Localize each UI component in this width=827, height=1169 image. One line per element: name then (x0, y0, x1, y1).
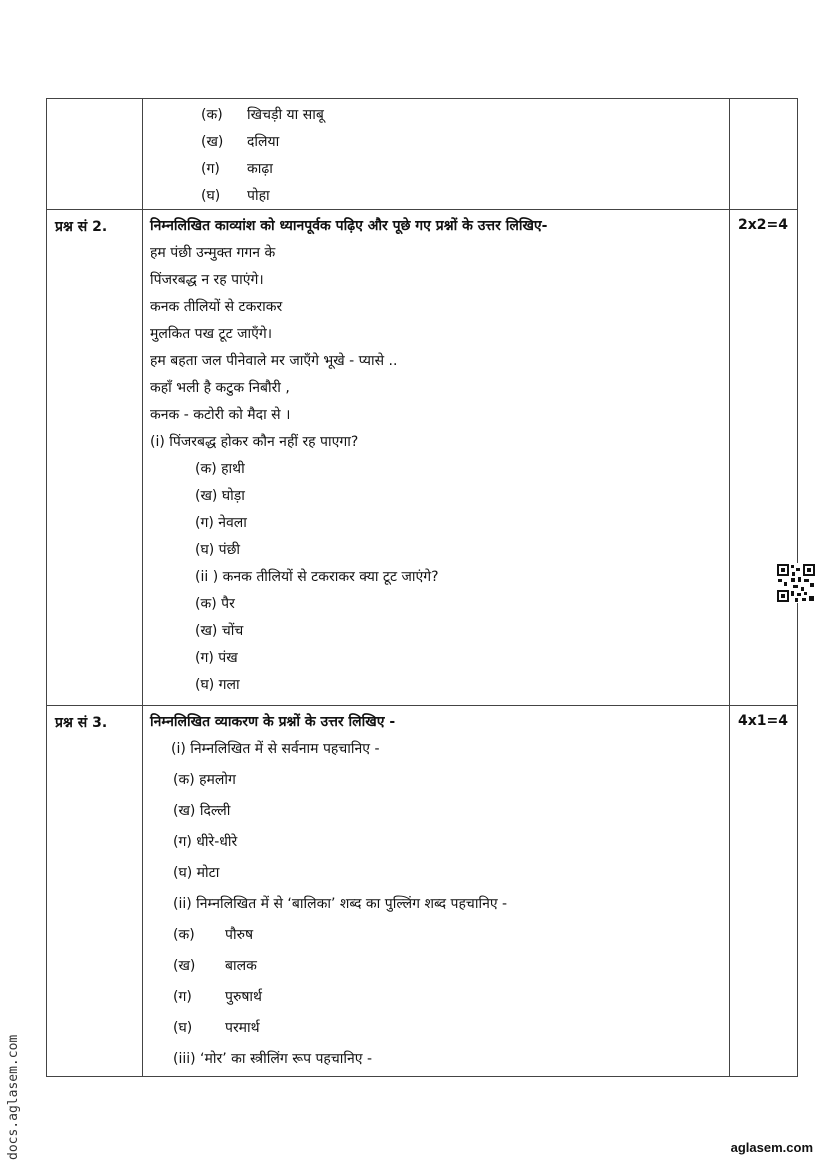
option: (क) हाथी (195, 461, 245, 477)
poem-line: पिंजरबद्ध न रह पाएंगे। (150, 272, 264, 288)
qr-code-icon (776, 563, 816, 603)
option: (घ) पोहा (201, 188, 270, 204)
poem-line: हम बहता जल पीनेवाले मर जाएँगे भूखे - प्यासे .. (150, 353, 398, 369)
sub-question: (i) निम्नलिखित में से सर्वनाम पहचानिए - (171, 741, 380, 757)
poem-line: कनक तीलियों से टकराकर (150, 299, 283, 315)
q3-content-cell (143, 706, 730, 1077)
option: (ख) बालक (173, 958, 257, 974)
option: (क) पैर (195, 596, 235, 612)
q1-options-cell (143, 99, 730, 210)
watermark-text: docs.aglasem.com (6, 1034, 21, 1160)
footer-text: aglasem.com (730, 1140, 813, 1155)
question-number: प्रश्न सं 3. (55, 715, 108, 731)
sub-question: (iii) ‘मोर’ का स्त्रीलिंग रूप पहचानिए - (173, 1051, 373, 1067)
poem-line: मुलकित पख टूट जाएँगे। (150, 326, 273, 342)
q1-continuation-row (47, 99, 798, 210)
question-table (46, 98, 798, 1077)
question-heading: निम्नलिखित व्याकरण के प्रश्नों के उत्तर लिखिए - (150, 714, 396, 730)
option: (घ) गला (195, 677, 240, 693)
poem-line: हम पंछी उन्मुक्त गगन के (150, 245, 276, 261)
option: (ख) दिल्ली (173, 803, 231, 819)
option: (घ) मोटा (173, 865, 220, 881)
q2-content-cell (143, 210, 730, 706)
poem-line: कनक - कटोरी को मैदा से । (150, 407, 291, 423)
option: (क) हमलोग (173, 772, 236, 788)
option: (क) खिचड़ी या साबू (201, 107, 324, 123)
option: (ख) चोंच (195, 623, 244, 639)
option: (ग) धीरे-धीरे (173, 834, 238, 850)
option: (घ) परमार्थ (173, 1020, 260, 1036)
option: (क) पौरुष (173, 927, 254, 943)
option: (ख) घोड़ा (195, 488, 245, 504)
poem-line: कहाँ भली है कटुक निबौरी , (150, 380, 290, 396)
q2-row (47, 210, 798, 706)
sub-question: (ii) निम्नलिखित में से ‘बालिका’ शब्द का पुल्लिंग शब्द पहचानिए - (173, 896, 508, 912)
option: (ग) पुरुषार्थ (173, 989, 262, 1005)
marks: 2x2=4 (738, 217, 788, 233)
option: (घ) पंछी (195, 542, 241, 558)
marks: 4x1=4 (738, 713, 788, 729)
sub-question: (ii ) कनक तीलियों से टकराकर क्या टूट जाएंगे? (195, 569, 439, 585)
option: (ख) दलिया (201, 134, 280, 150)
q3-row (47, 706, 798, 1077)
option: (ग) पंख (195, 650, 238, 666)
option: (ग) काढ़ा (201, 161, 273, 177)
question-heading: निम्नलिखित काव्यांश को ध्यानपूर्वक पढ़िए और पूछे गए प्रश्नों के उत्तर लिखिए- (150, 218, 548, 234)
question-number: प्रश्न सं 2. (55, 219, 108, 235)
sub-question: (i) पिंजरबद्ध होकर कौन नहीं रह पाएगा? (150, 434, 359, 450)
option: (ग) नेवला (195, 515, 247, 531)
